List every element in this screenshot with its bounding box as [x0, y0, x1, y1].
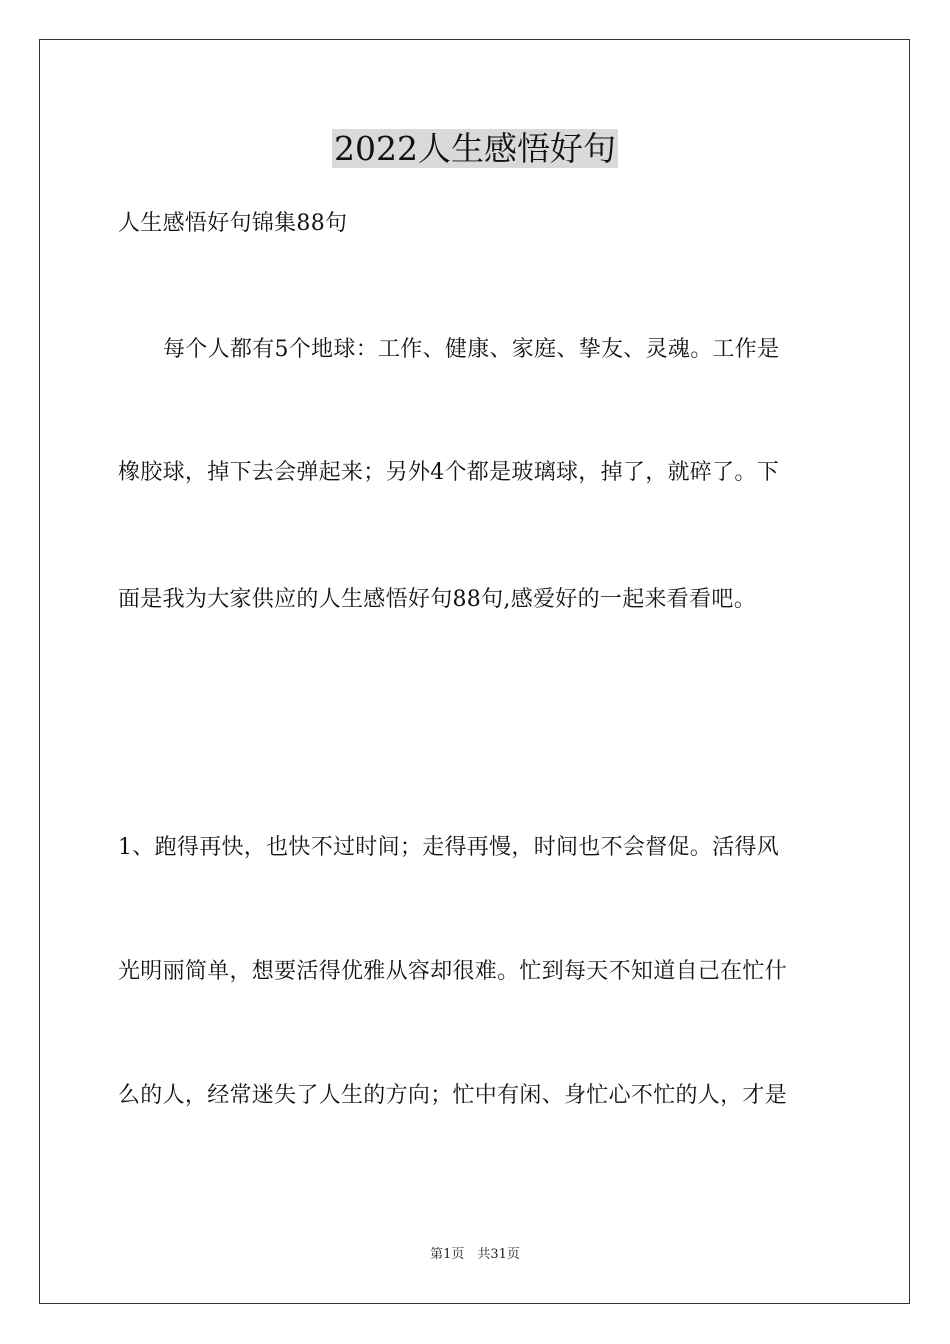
- paragraph-line-6: 么的人，经常迷失了人生的方向；忙中有闲、身忙心不忙的人，才是: [118, 1083, 788, 1108]
- paragraph-line-2: 橡胶球，掉下去会弹起来；另外4个都是玻璃球，掉了，就碎了。下: [118, 460, 779, 485]
- paragraph-line-5: 光明丽简单，想要活得优雅从容却很难。忙到每天不知道自己在忙什: [118, 959, 788, 984]
- page-number-footer: 第1页 共31页: [430, 1247, 520, 1262]
- paragraph-line-3: 面是我为大家供应的人生感悟好句88句,感爱好的一起来看看吧。: [118, 587, 756, 612]
- document-title: [0, 128, 950, 170]
- subtitle-line: 人生感悟好句锦集88句: [118, 211, 348, 236]
- title-text: 2022人生感悟好句: [334, 129, 616, 168]
- paragraph-line-4: 1、跑得再快，也快不过时间；走得再慢，时间也不会督促。活得风: [118, 835, 779, 860]
- paragraph-line-1: 每个人都有5个地球：工作、健康、家庭、挚友、灵魂。工作是: [163, 337, 780, 362]
